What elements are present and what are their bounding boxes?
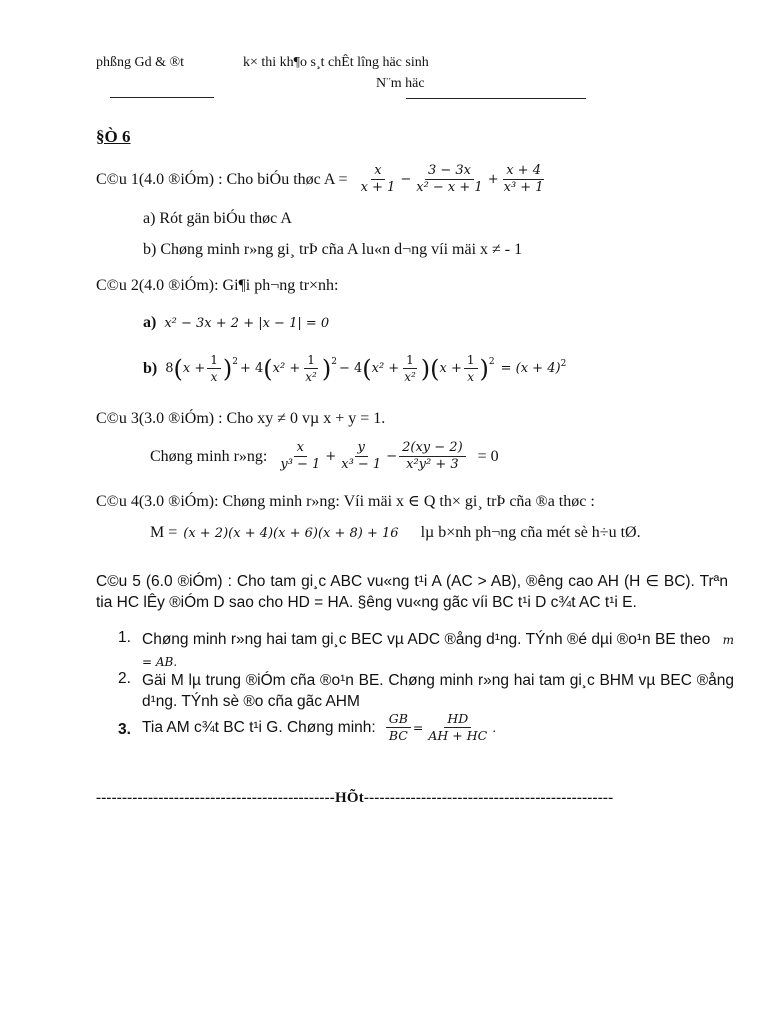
q5-item2: Gäi M lµ trung ®iÓm cña ®o¹n BE. Chøng minh r»ng hai tam gi¸c BHM vµ BEC ®ång d¹ng. TÝnh sè ®o cña gãc AHM <box>142 672 734 710</box>
q1-op1: − <box>400 172 412 187</box>
q2-b-coef-1: 8 <box>165 361 174 376</box>
q2-b-frac-2: $\frac{1}{\text{x²}}$ <box>305 353 317 384</box>
q4-m-line <box>150 524 641 542</box>
q1-expression <box>356 163 549 196</box>
q3-rhs: = 0 <box>477 447 499 465</box>
q2-part-b <box>143 352 566 385</box>
q1-fraction-2 <box>413 163 485 196</box>
q2-b-term-2: x² + <box>272 361 301 376</box>
school-label: phßng Gd & ®t <box>96 55 185 70</box>
header-underline-left <box>110 97 214 98</box>
q1-part-a: a) Rót gän biÓu thøc A <box>143 210 292 227</box>
q3-expression: $\frac{x}{\text{y³ − 1}}$ + $\frac{y}{\text{x³ − 1}}$ − $\frac{2(xy - 2)}{\text{x²y² + 3}}$ <box>275 440 467 473</box>
q5-item3 <box>142 711 496 744</box>
q2-b-frac-4: $\frac{1}{x}$ <box>464 352 478 385</box>
q2-b-frac-1: $\frac{1}{x}$ <box>207 352 221 385</box>
q2-b-rhs: = (x + 4) <box>500 361 561 376</box>
q1-f3-numerator: x + 4 <box>503 163 544 180</box>
q2-b-term-1: x + <box>182 361 206 376</box>
q2-b-frac-3: $\frac{1}{\text{x²}}$ <box>404 353 416 384</box>
q2-a-label: a) <box>143 314 157 331</box>
q5-item3-expression: $\frac{GB}{BC}$ = $\frac{HD}{AH + HC}$ . <box>384 711 496 744</box>
q3-prove-label: Chøng minh r»ng: <box>150 447 268 465</box>
exam-title: k× thi kh¶o s¸t chÊt lîng häc sinh <box>243 55 429 70</box>
q5-intro: C©u 5 (6.0 ®iÓm) : Cho tam gi¸c ABC vu«ng t¹i A (AC > AB), ®êng cao AH (H ∈ BC). Trªn tia HC lÊy ®iÓm D sao cho HD = HA. §êng vu«ng gãc víi BC t¹i D c¾t AC t¹i E. <box>96 573 728 611</box>
q2-b-coef-3: − 4 <box>338 361 363 376</box>
q5-item1-text: Chøng minh r»ng hai tam gi¸c BEC vµ ADC ®ång d¹ng. TÝnh ®é dµi ®o¹n BE theo <box>142 631 711 648</box>
q1-part-b: b) Chøng minh r»ng gi¸ trÞ cña A lu«n d¬ng víi mäi x ≠ - 1 <box>143 241 523 258</box>
q5-item2-number: 2. <box>118 670 131 687</box>
footer-dashes-left: ---------------------------------------------- <box>96 790 335 806</box>
year-label: N¨m häc <box>376 76 425 91</box>
q1-statement <box>96 163 549 196</box>
q3-statement: C©u 3(3.0 ®iÓm) : Cho xy ≠ 0 vµ x + y = 1. <box>96 410 386 427</box>
q5-item3-text: Tia AM c¾t BC t¹i G. Chøng minh: <box>142 718 376 736</box>
q1-fraction-1 <box>358 163 399 196</box>
q2-b-term-4: x + <box>439 361 462 376</box>
q1-op2: + <box>487 172 499 187</box>
footer-dashes-right: ------------------------------------------------ <box>363 790 614 806</box>
q4-m-tail: lµ b×nh ph¬ng cña mét sè h÷u tØ. <box>420 524 641 541</box>
q1-f1-denominator: x + 1 <box>360 180 396 195</box>
q3-fraction-2: $\frac{y}{\text{x³ − 1}}$ <box>341 440 382 472</box>
q2-b-expression: 8 ( x + $\frac{1}{x}$ ) 2 + 4 ( x² + $\frac{1}{\text{x²}}$ ) 2 − 4 ( x² + $\frac{1}{\text{x²}}$ ) ( x + $\frac{1}{x}$ ) 2 = (x + 4) 2 <box>165 353 567 384</box>
q2-statement: C©u 2(4.0 ®iÓm): Gi¶i ph¬ng tr×nh: <box>96 277 339 294</box>
q2-b-coef-2: + 4 <box>240 361 264 376</box>
q2-a-expression: x² − 3x + 2 + |x − 1| = 0 <box>164 315 330 331</box>
q1-f2-numerator: 3 − 3x <box>425 163 474 180</box>
q1-fraction-3 <box>501 163 547 196</box>
end-label: HÕt <box>334 790 364 806</box>
q2-b-term-3: x² + <box>371 361 400 376</box>
q5-item1-math: m = AB. <box>142 633 735 669</box>
q4-statement: C©u 4(3.0 ®iÓm): Chøng minh r»ng: Víi mäi x ∈ Q th× gi¸ trÞ cña ®a thøc : <box>96 493 595 510</box>
end-of-exam-line <box>96 790 613 807</box>
q1-f2-denominator: x² − x + 1 <box>416 180 483 195</box>
q3-fraction-1: $\frac{x}{\text{y³ − 1}}$ <box>280 440 321 472</box>
q5-item1 <box>142 629 734 673</box>
q5-item3-fraction-2: $\frac{HD}{AH + HC}$ <box>428 711 488 743</box>
q1-f3-denominator: x³ + 1 <box>503 180 544 195</box>
q1-f1-numerator: x <box>371 163 384 180</box>
section-title: §Ò 6 <box>96 127 131 146</box>
q4-m-label: M = <box>150 524 178 541</box>
q5-item3-fraction-1: $\frac{GB}{BC}$ <box>386 711 411 744</box>
q1-label: C©u 1(4.0 ®iÓm) : Cho biÓu thøc A = <box>96 170 348 188</box>
q5-item1-number: 1. <box>118 629 131 646</box>
q2-part-a <box>143 314 329 332</box>
q2-b-label: b) <box>143 359 158 377</box>
q3-fraction-3: $\frac{2(xy - 2)}{\text{x²y² + 3}}$ <box>399 440 466 473</box>
header-underline-right <box>406 98 586 99</box>
q5-item3-number: 3. <box>118 721 131 738</box>
q3-prove-line <box>150 440 499 473</box>
q4-m-expression: (x + 2)(x + 4)(x + 6)(x + 8) + 16 <box>183 525 399 541</box>
